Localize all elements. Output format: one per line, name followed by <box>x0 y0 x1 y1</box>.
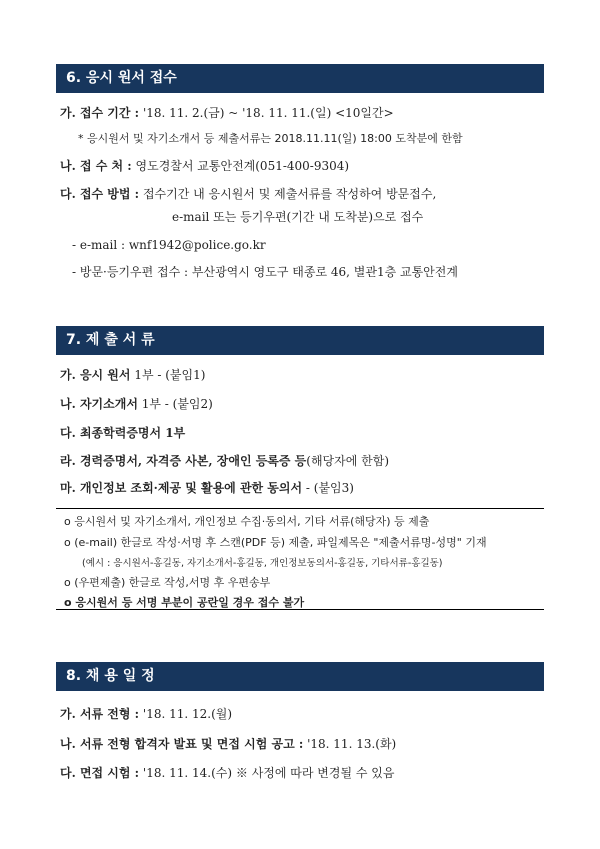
notice-item: o (우편제출) 한글로 작성,서명 후 우편송부 <box>64 576 271 589</box>
notice-item-warning: o 응시원서 등 서명 부분이 공란일 경우 접수 불가 <box>64 596 305 609</box>
receipt-period-label: 가. 접수 기간 : <box>60 106 140 120</box>
receipt-method-cont: e-mail 또는 등기우편(기간 내 도착분)으로 접수 <box>172 210 424 224</box>
receipt-place-value: 영도경찰서 교통안전계(051-400-9304) <box>135 159 350 173</box>
document-item-value: (해당자에 한함) <box>306 454 389 468</box>
document-item <box>60 396 213 412</box>
document-item-label: 마. 개인정보 조회·제공 및 활용에 관한 동의서 <box>60 481 303 495</box>
document-item <box>60 425 185 441</box>
document-item-label: 라. 경력증명서, 자격증 사본, 장애인 등록증 등 <box>60 454 307 468</box>
receipt-email: - e-mail : wnf1942@police.go.kr <box>72 238 266 252</box>
schedule-item <box>60 706 232 722</box>
document-item <box>60 453 389 469</box>
section-8-header: 8. 채 용 일 정 <box>56 662 544 691</box>
document-item-value: - (붙임3) <box>302 481 354 495</box>
section-6-header: 6. 응시 원서 접수 <box>56 64 544 93</box>
document-item <box>60 480 354 496</box>
notice-example: (예시 : 응시원서-홍길동, 자기소개서-홍길동, 개인정보동의서-홍길동, 기타서류-홍길동) <box>82 558 443 569</box>
section-7-header: 7. 제 출 서 류 <box>56 326 544 355</box>
schedule-item-label: 나. 서류 전형 합격자 발표 및 면접 시험 공고 : <box>60 737 304 751</box>
receipt-place <box>60 158 349 174</box>
receipt-method-label: 다. 접수 방법 : <box>60 187 140 201</box>
schedule-item-value: '18. 11. 14.(수) ※ 사정에 따라 변경될 수 있음 <box>139 766 395 780</box>
schedule-item <box>60 736 396 752</box>
notice-item: o (e-mail) 한글로 작성·서명 후 스캔(PDF 등) 제출, 파일제목은 "제출서류명-성명" 기재 <box>64 536 487 549</box>
schedule-item-value: '18. 11. 12.(월) <box>139 707 233 721</box>
receipt-method <box>60 186 436 202</box>
schedule-item <box>60 765 394 781</box>
schedule-item-value: '18. 11. 13.(화) <box>303 737 397 751</box>
receipt-visit: - 방문·등기우편 접수 : 부산광역시 영도구 태종로 46, 별관1층 교통안전계 <box>72 265 458 279</box>
schedule-item-label: 다. 면접 시험 : <box>60 766 140 780</box>
document-item-value: 1부 - (붙임1) <box>130 368 206 382</box>
receipt-period-note: * 응시원서 및 자기소개서 등 제출서류는 2018.11.11(일) 18:00 도착분에 한함 <box>78 132 463 145</box>
document-item-label: 가. 응시 원서 <box>60 368 131 382</box>
document-item <box>60 367 205 383</box>
receipt-method-value: 접수기간 내 응시원서 및 제출서류를 작성하여 방문접수, <box>142 187 437 201</box>
document-item-label: 나. 자기소개서 <box>60 397 138 411</box>
receipt-place-label: 나. 접 수 처 : <box>60 159 132 173</box>
schedule-item-label: 가. 서류 전형 : <box>60 707 140 721</box>
document-item-value: 1부 - (붙임2) <box>137 397 213 411</box>
notice-item: o 응시원서 및 자기소개서, 개인정보 수집·동의서, 기타 서류(해당자) 등 제출 <box>64 515 430 528</box>
receipt-period-value: '18. 11. 2.(금) ~ '18. 11. 11.(일) <10일간> <box>142 106 394 120</box>
receipt-period <box>60 105 394 121</box>
document-item-label: 다. 최종학력증명서 1부 <box>60 426 186 440</box>
